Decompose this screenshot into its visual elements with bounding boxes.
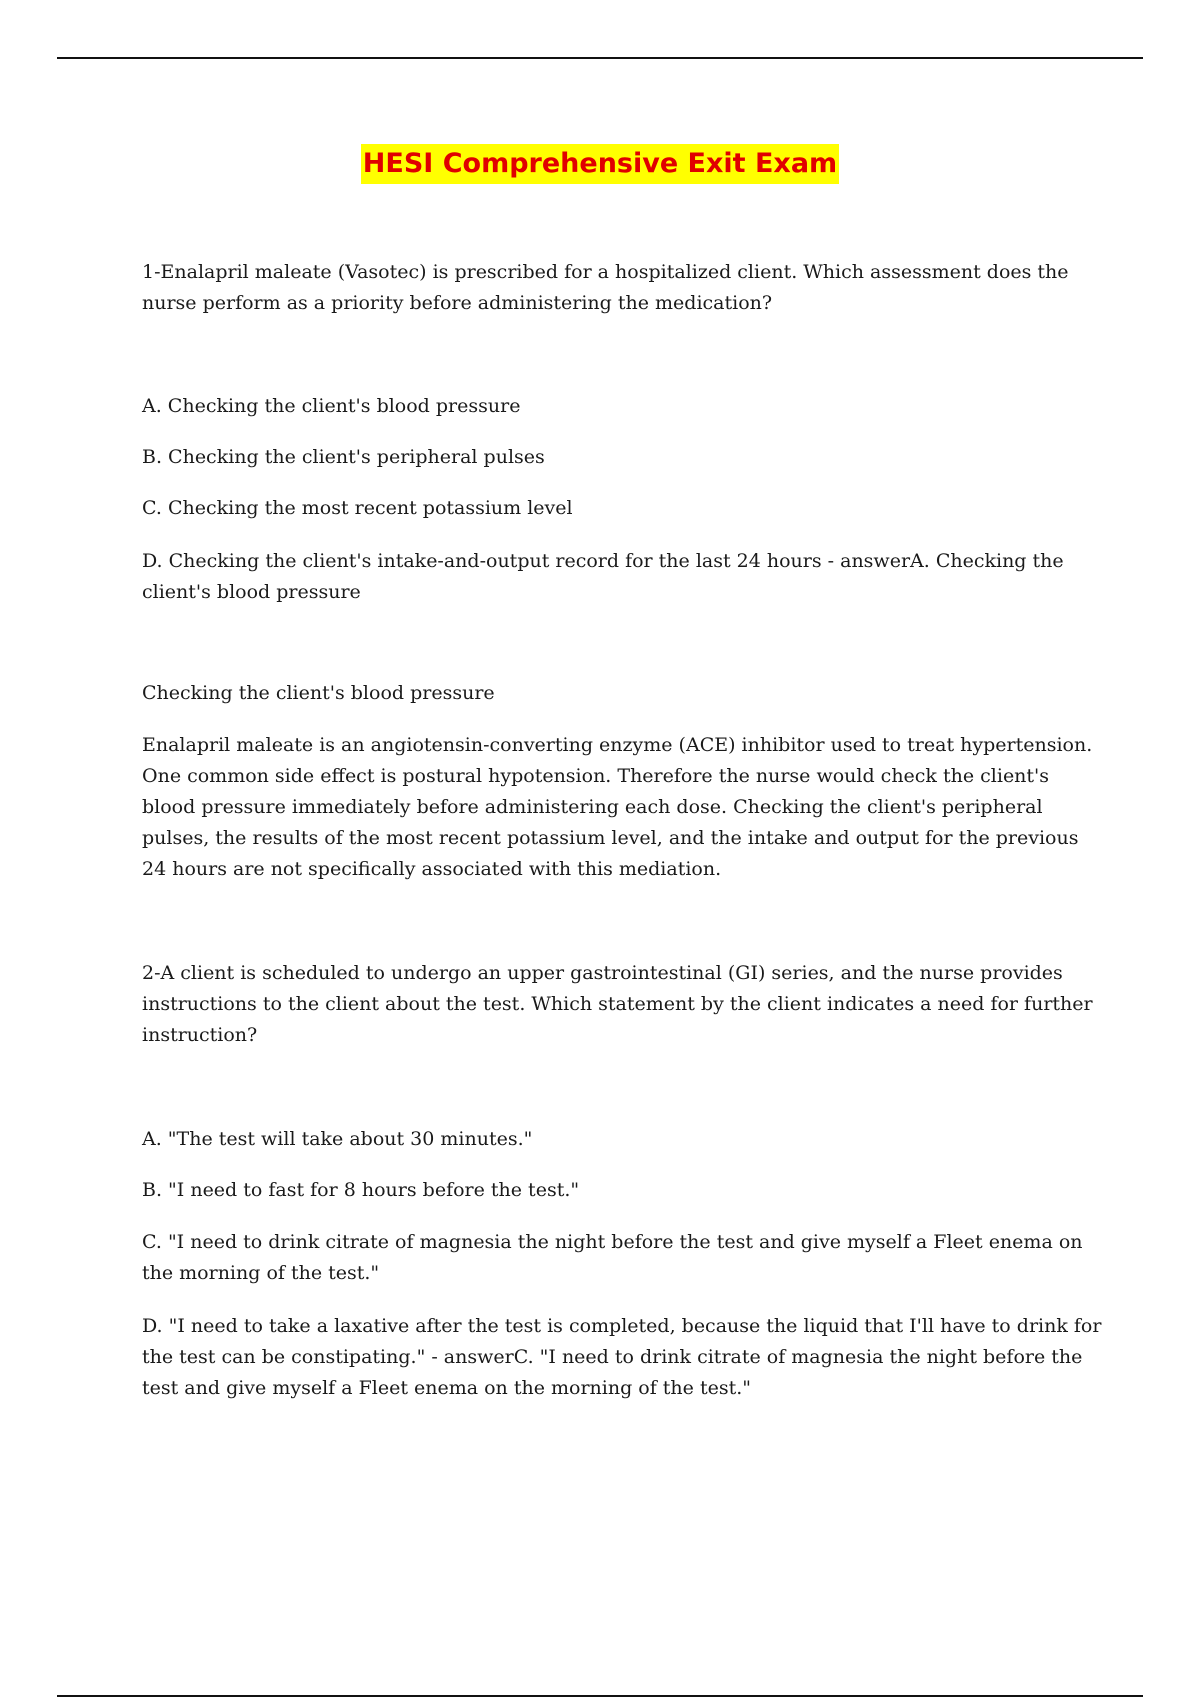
question-2-option-d: D. "I need to take a laxative after the test is completed, because the liquid that I'll have to drink for the test can be constipating." - answerC. "I need to drink citrate of magnesia the night before the test and give myself a Fleet enema on the morning of the test."	[142, 1315, 1102, 1399]
question-2-prompt: 2-A client is scheduled to undergo an upper gastrointestinal (GI) series, and the nurse provides instructions to the client about the test. Which statement by the client indicates a need for further instruction?	[142, 962, 1093, 1046]
bottom-rule	[57, 1695, 1143, 1697]
question-1-prompt: 1-Enalapril maleate (Vasotec) is prescribed for a hospitalized client. Which assessment does the nurse perform as a priority before administering the medication?	[142, 261, 1069, 314]
question-1-option-b: B. Checking the client's peripheral pulses	[142, 446, 545, 468]
title-container	[0, 144, 1200, 184]
question-1-option-d: D. Checking the client's intake-and-output record for the last 24 hours - answerA. Checking the client's blood pressure	[142, 550, 1064, 603]
question-1-option-c: C. Checking the most recent potassium level	[142, 497, 573, 519]
document-title: HESI Comprehensive Exit Exam	[361, 144, 839, 184]
question-1-option-a: A. Checking the client's blood pressure	[142, 395, 521, 417]
question-1-rationale: Enalapril maleate is an angiotensin-converting enzyme (ACE) inhibitor used to treat hypertension. One common side effect is postural hypotension. Therefore the nurse would check the client's blood pressure immediately before administering each dose. Checking the client's peripheral pulses, the results of the most recent potassium level, and the intake and output for the previous 24 hours are not specifically associated with this mediation.	[142, 734, 1093, 880]
question-1-answer-heading: Checking the client's blood pressure	[142, 682, 495, 704]
question-2-option-a: A. "The test will take about 30 minutes."	[142, 1128, 533, 1150]
top-rule	[57, 57, 1143, 59]
question-2-option-c: C. "I need to drink citrate of magnesia the night before the test and give myself a Fleet enema on the morning of the test."	[142, 1231, 1083, 1284]
question-2-option-b: B. "I need to fast for 8 hours before the test."	[142, 1179, 580, 1201]
